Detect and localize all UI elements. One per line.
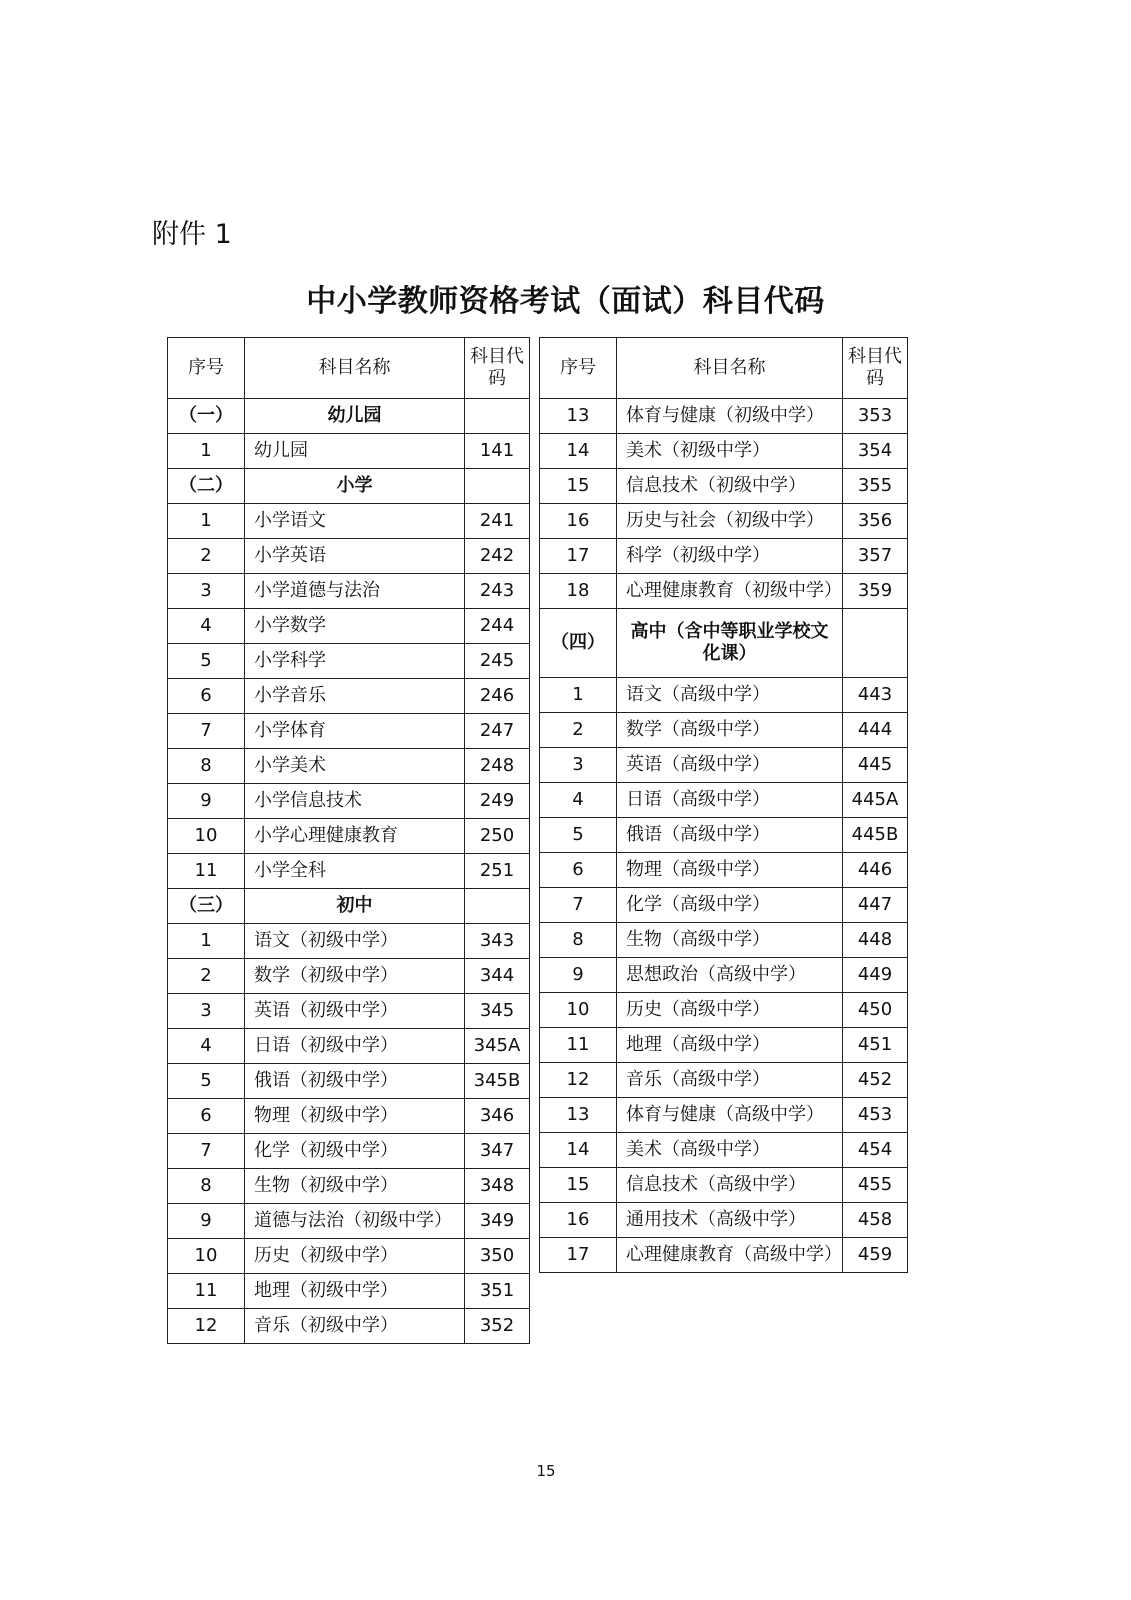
table-row — [540, 713, 908, 748]
header-code: 科目代码 — [465, 338, 530, 399]
cell-code — [465, 889, 530, 924]
table-body-right — [540, 399, 908, 1273]
cell-num: 15 — [540, 469, 617, 504]
table-row — [540, 1238, 908, 1273]
cell-num: 4 — [540, 783, 617, 818]
cell-code: 350 — [465, 1239, 530, 1274]
table-row — [540, 923, 908, 958]
table-row — [168, 994, 530, 1029]
table-row — [168, 1309, 530, 1344]
table-row — [168, 1064, 530, 1099]
subject-code-table-right — [539, 337, 908, 1273]
section-row — [540, 609, 908, 678]
cell-name: 信息技术（初级中学） — [617, 469, 843, 504]
cell-code: 344 — [465, 959, 530, 994]
cell-code: 447 — [843, 888, 908, 923]
cell-name: 历史（高级中学） — [617, 993, 843, 1028]
cell-code — [843, 609, 908, 678]
cell-num: （二） — [168, 469, 245, 504]
table-row — [540, 1203, 908, 1238]
header-name: 科目名称 — [245, 338, 465, 399]
cell-name: 音乐（初级中学） — [245, 1309, 465, 1344]
cell-num: 1 — [168, 504, 245, 539]
cell-num: 6 — [168, 1099, 245, 1134]
cell-code — [465, 399, 530, 434]
attachment-label: 附件 1 — [152, 219, 232, 250]
cell-name: 物理（高级中学） — [617, 853, 843, 888]
cell-num: 11 — [168, 854, 245, 889]
table-row — [168, 959, 530, 994]
header-num: 序号 — [168, 338, 245, 399]
table-row — [540, 574, 908, 609]
cell-code: 345B — [465, 1064, 530, 1099]
cell-num: 4 — [168, 1029, 245, 1064]
table-row — [540, 1028, 908, 1063]
cell-name: 俄语（高级中学） — [617, 818, 843, 853]
cell-num: 7 — [168, 1134, 245, 1169]
cell-num: 17 — [540, 1238, 617, 1273]
header-code: 科目代码 — [843, 338, 908, 399]
cell-code: 445 — [843, 748, 908, 783]
cell-name: 化学（高级中学） — [617, 888, 843, 923]
cell-name: 地理（初级中学） — [245, 1274, 465, 1309]
cell-name: 语文（高级中学） — [617, 678, 843, 713]
cell-num: 11 — [168, 1274, 245, 1309]
cell-name: 信息技术（高级中学） — [617, 1168, 843, 1203]
cell-num: 10 — [168, 1239, 245, 1274]
cell-num: 3 — [168, 994, 245, 1029]
table-row — [540, 1098, 908, 1133]
cell-code: 347 — [465, 1134, 530, 1169]
table-row — [168, 854, 530, 889]
cell-code: 345A — [465, 1029, 530, 1064]
cell-name: 小学音乐 — [245, 679, 465, 714]
cell-code: 446 — [843, 853, 908, 888]
cell-num: （一） — [168, 399, 245, 434]
cell-code: 459 — [843, 1238, 908, 1273]
cell-code: 242 — [465, 539, 530, 574]
cell-name: 音乐（高级中学） — [617, 1063, 843, 1098]
table-row — [540, 748, 908, 783]
cell-code: 453 — [843, 1098, 908, 1133]
table-header-row — [540, 338, 908, 399]
cell-name: 通用技术（高级中学） — [617, 1203, 843, 1238]
table-row — [540, 504, 908, 539]
cell-code: 449 — [843, 958, 908, 993]
cell-code: 355 — [843, 469, 908, 504]
table-row — [168, 644, 530, 679]
cell-num: 2 — [540, 713, 617, 748]
cell-num: 16 — [540, 1203, 617, 1238]
cell-code: 352 — [465, 1309, 530, 1344]
cell-num: 16 — [540, 504, 617, 539]
cell-num: 7 — [168, 714, 245, 749]
table-row — [540, 469, 908, 504]
table-header-row — [168, 338, 530, 399]
table-row — [168, 434, 530, 469]
table-row — [540, 1133, 908, 1168]
cell-name: 小学美术 — [245, 749, 465, 784]
cell-name: 小学全科 — [245, 854, 465, 889]
table-row — [540, 783, 908, 818]
cell-code: 345 — [465, 994, 530, 1029]
table-row — [168, 924, 530, 959]
cell-name: 历史与社会（初级中学） — [617, 504, 843, 539]
cell-name: 小学 — [245, 469, 465, 504]
cell-code: 248 — [465, 749, 530, 784]
table-row — [168, 1239, 530, 1274]
cell-num: （三） — [168, 889, 245, 924]
cell-num: 13 — [540, 399, 617, 434]
cell-num: 14 — [540, 434, 617, 469]
cell-num: 14 — [540, 1133, 617, 1168]
cell-code: 351 — [465, 1274, 530, 1309]
cell-name: 高中（含中等职业学校文化课） — [617, 609, 843, 678]
cell-num: 9 — [168, 1204, 245, 1239]
cell-num: 3 — [168, 574, 245, 609]
cell-code: 241 — [465, 504, 530, 539]
table-row — [540, 958, 908, 993]
cell-name: 小学数学 — [245, 609, 465, 644]
cell-code: 455 — [843, 1168, 908, 1203]
cell-code: 356 — [843, 504, 908, 539]
cell-code: 445B — [843, 818, 908, 853]
cell-code: 245 — [465, 644, 530, 679]
table-row — [168, 574, 530, 609]
table-row — [168, 1029, 530, 1064]
table-row — [168, 784, 530, 819]
page-number: 15 — [536, 1462, 556, 1480]
cell-code: 243 — [465, 574, 530, 609]
cell-name: 幼儿园 — [245, 434, 465, 469]
cell-name: 小学心理健康教育 — [245, 819, 465, 854]
cell-name: 体育与健康（初级中学） — [617, 399, 843, 434]
cell-name: 地理（高级中学） — [617, 1028, 843, 1063]
cell-num: 18 — [540, 574, 617, 609]
table-row — [168, 1204, 530, 1239]
cell-code: 354 — [843, 434, 908, 469]
table-row — [168, 539, 530, 574]
cell-code — [465, 469, 530, 504]
cell-code: 450 — [843, 993, 908, 1028]
cell-name: 小学科学 — [245, 644, 465, 679]
cell-num: 9 — [168, 784, 245, 819]
cell-name: 体育与健康（高级中学） — [617, 1098, 843, 1133]
cell-name: 小学体育 — [245, 714, 465, 749]
cell-num: 1 — [168, 924, 245, 959]
cell-name: 日语（初级中学） — [245, 1029, 465, 1064]
table-row — [168, 504, 530, 539]
cell-code: 349 — [465, 1204, 530, 1239]
table-row — [168, 749, 530, 784]
cell-name: 心理健康教育（初级中学） — [617, 574, 843, 609]
cell-name: 小学道德与法治 — [245, 574, 465, 609]
table-row — [168, 819, 530, 854]
cell-code: 249 — [465, 784, 530, 819]
cell-name: 俄语（初级中学） — [245, 1064, 465, 1099]
cell-code: 359 — [843, 574, 908, 609]
cell-name: 小学语文 — [245, 504, 465, 539]
cell-num: 3 — [540, 748, 617, 783]
cell-num: （四） — [540, 609, 617, 678]
cell-num: 5 — [540, 818, 617, 853]
cell-name: 英语（初级中学） — [245, 994, 465, 1029]
cell-code: 251 — [465, 854, 530, 889]
table-row — [168, 609, 530, 644]
cell-num: 5 — [168, 644, 245, 679]
cell-num: 12 — [540, 1063, 617, 1098]
table-row — [540, 993, 908, 1028]
section-row — [168, 889, 530, 924]
cell-num: 9 — [540, 958, 617, 993]
cell-code: 353 — [843, 399, 908, 434]
cell-name: 物理（初级中学） — [245, 1099, 465, 1134]
cell-code: 247 — [465, 714, 530, 749]
cell-name: 幼儿园 — [245, 399, 465, 434]
cell-code: 343 — [465, 924, 530, 959]
cell-num: 10 — [168, 819, 245, 854]
table-row — [540, 399, 908, 434]
cell-num: 8 — [168, 1169, 245, 1204]
cell-code: 348 — [465, 1169, 530, 1204]
cell-name: 小学信息技术 — [245, 784, 465, 819]
cell-num: 1 — [540, 678, 617, 713]
section-row — [168, 399, 530, 434]
cell-code: 452 — [843, 1063, 908, 1098]
cell-name: 数学（初级中学） — [245, 959, 465, 994]
table-row — [168, 1099, 530, 1134]
cell-num: 8 — [540, 923, 617, 958]
cell-name: 道德与法治（初级中学） — [245, 1204, 465, 1239]
cell-name: 数学（高级中学） — [617, 713, 843, 748]
cell-name: 英语（高级中学） — [617, 748, 843, 783]
cell-num: 8 — [168, 749, 245, 784]
cell-name: 语文（初级中学） — [245, 924, 465, 959]
table-row — [540, 1168, 908, 1203]
cell-name: 小学英语 — [245, 539, 465, 574]
cell-name: 思想政治（高级中学） — [617, 958, 843, 993]
section-row — [168, 469, 530, 504]
cell-num: 1 — [168, 434, 245, 469]
table-row — [168, 714, 530, 749]
cell-code: 448 — [843, 923, 908, 958]
cell-code: 250 — [465, 819, 530, 854]
cell-num: 17 — [540, 539, 617, 574]
table-row — [168, 1169, 530, 1204]
cell-code: 244 — [465, 609, 530, 644]
cell-num: 10 — [540, 993, 617, 1028]
cell-name: 化学（初级中学） — [245, 1134, 465, 1169]
cell-name: 心理健康教育（高级中学） — [617, 1238, 843, 1273]
cell-num: 4 — [168, 609, 245, 644]
subject-code-table-left — [167, 337, 530, 1344]
table-row — [540, 853, 908, 888]
cell-code: 458 — [843, 1203, 908, 1238]
cell-num: 11 — [540, 1028, 617, 1063]
cell-num: 12 — [168, 1309, 245, 1344]
table-body-left — [168, 399, 530, 1344]
cell-name: 日语（高级中学） — [617, 783, 843, 818]
cell-num: 15 — [540, 1168, 617, 1203]
cell-code: 444 — [843, 713, 908, 748]
cell-code: 357 — [843, 539, 908, 574]
cell-code: 451 — [843, 1028, 908, 1063]
table-row — [540, 539, 908, 574]
table-row — [168, 679, 530, 714]
cell-num: 13 — [540, 1098, 617, 1133]
cell-name: 历史（初级中学） — [245, 1239, 465, 1274]
cell-num: 6 — [168, 679, 245, 714]
header-num: 序号 — [540, 338, 617, 399]
cell-name: 美术（高级中学） — [617, 1133, 843, 1168]
table-row — [168, 1134, 530, 1169]
cell-name: 生物（高级中学） — [617, 923, 843, 958]
cell-code: 141 — [465, 434, 530, 469]
table-row — [540, 818, 908, 853]
table-row — [540, 1063, 908, 1098]
cell-code: 454 — [843, 1133, 908, 1168]
cell-name: 生物（初级中学） — [245, 1169, 465, 1204]
cell-code: 445A — [843, 783, 908, 818]
table-row — [540, 888, 908, 923]
cell-num: 2 — [168, 959, 245, 994]
cell-name: 美术（初级中学） — [617, 434, 843, 469]
cell-num: 5 — [168, 1064, 245, 1099]
cell-code: 443 — [843, 678, 908, 713]
cell-name: 初中 — [245, 889, 465, 924]
cell-code: 346 — [465, 1099, 530, 1134]
table-row — [168, 1274, 530, 1309]
header-name: 科目名称 — [617, 338, 843, 399]
cell-num: 6 — [540, 853, 617, 888]
document-title: 中小学教师资格考试（面试）科目代码 — [306, 284, 825, 319]
cell-code: 246 — [465, 679, 530, 714]
table-row — [540, 434, 908, 469]
cell-name: 科学（初级中学） — [617, 539, 843, 574]
cell-num: 2 — [168, 539, 245, 574]
cell-num: 7 — [540, 888, 617, 923]
table-row — [540, 678, 908, 713]
